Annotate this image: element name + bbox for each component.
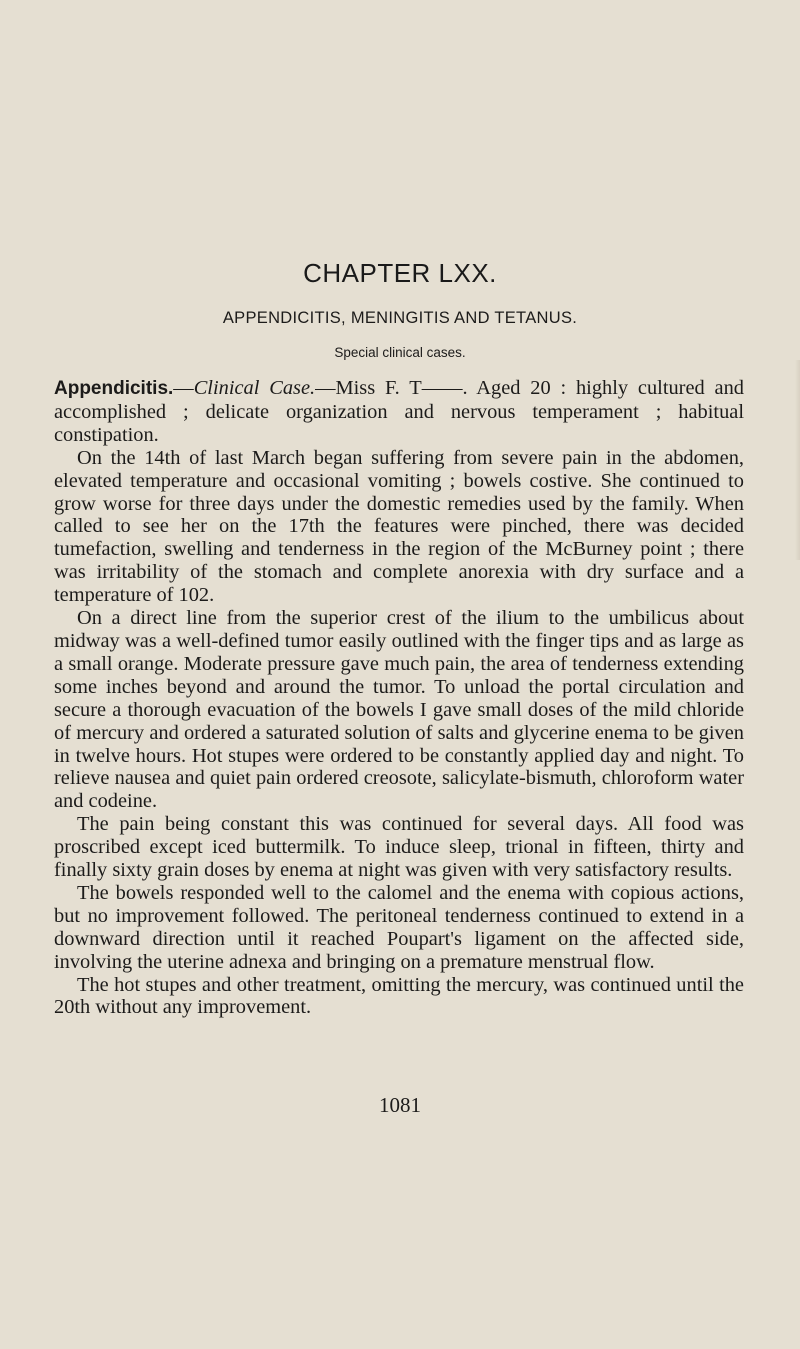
case-label: Clinical Case. bbox=[193, 377, 316, 399]
paragraph: The pain being constant this was continued for several days. All food was proscribed except iced buttermilk. To induce sleep, trional in fifteen, thirty and finally sixty grain doses by enema at night was given with very satisfactory results. bbox=[54, 813, 744, 882]
dash: — bbox=[173, 377, 194, 399]
body-text bbox=[54, 377, 744, 1019]
paragraph: On a direct line from the superior crest of the ilium to the umbilicus about midway was a well-defined tumor easily outlined with the finger tips and as large as a small orange. Moderate pressure gave much pain, the area of tenderness extending some inches beyond and around the tumor. To unload the portal circulation and secure a thorough evacuation of the bowels I gave small doses of the mild chloride of mercury and ordered a saturated solution of salts and glycerine enema to be given in twelve hours. Hot stupes were ordered to be constantly applied day and night. To relieve nausea and quiet pain ordered creosote, salicylate-bismuth, chloroform water and codeine. bbox=[54, 607, 744, 813]
chapter-subtitle: APPENDICITIS, MENINGITIS AND TETANUS. bbox=[222, 309, 578, 327]
intro-paragraph bbox=[54, 377, 744, 447]
paragraph: The hot stupes and other treatment, omitting the mercury, was continued until the 20th without any improvement. bbox=[54, 973, 744, 1019]
section-note: Special clinical cases. bbox=[334, 345, 466, 360]
dash: — bbox=[315, 377, 336, 399]
intro-text: Miss F. T——. Aged 20 : highly cultured and accomplished ; delicate organization and nervous temperament ; habitual constipation. bbox=[54, 377, 744, 446]
page-number: 1081 bbox=[379, 1093, 421, 1117]
chapter-title: CHAPTER LXX. bbox=[303, 258, 497, 288]
paragraph: On the 14th of last March began suffering from severe pain in the abdomen, elevated temperature and occasional vomiting ; bowels costive. She continued to grow worse for three days under the domestic remedies used by the family. When called to see her on the 17th the features were pinched, there was decided tumefaction, swelling and tenderness in the region of the McBurney point ; there was irritability of the stomach and complete anorexia with dry surface and a temperature of 102. bbox=[54, 446, 744, 607]
scan-edge-shading bbox=[795, 360, 800, 560]
paragraph: The bowels responded well to the calomel and the enema with copious actions, but no improvement followed. The peritoneal tenderness continued to extend in a downward direction until it reached Poupart's ligament on the affected side, involving the uterine adnexa and bringing on a premature menstrual flow. bbox=[54, 881, 744, 973]
topic-heading: Appendicitis. bbox=[54, 378, 174, 399]
